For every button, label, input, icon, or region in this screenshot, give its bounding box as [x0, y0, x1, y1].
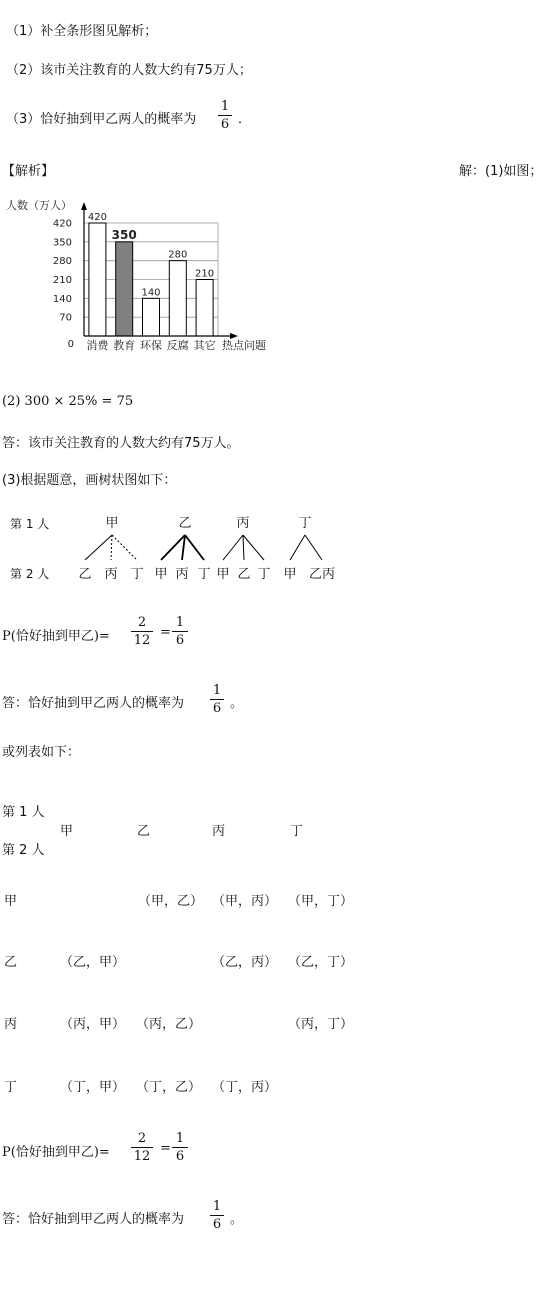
bar-其它 [196, 280, 213, 337]
tree-child-node: 甲 [283, 567, 297, 582]
fraction-denominator: 6 [220, 117, 230, 132]
fraction-bar [172, 631, 188, 632]
table-col-header: 丙 [212, 824, 226, 839]
tree-branch [161, 535, 185, 560]
bar-value-label: 280 [168, 249, 188, 261]
fraction-bar [210, 1215, 224, 1216]
table-row-label: 甲 [4, 894, 18, 909]
tree-branch [223, 535, 243, 560]
origin-label: 0 [67, 339, 74, 350]
y-tick-label: 70 [59, 312, 72, 324]
fraction-bar [131, 1147, 153, 1148]
table-row-label: 丁 [4, 1080, 18, 1095]
ans1-fraction [210, 683, 224, 716]
prob1-prefix: P(恰好抽到甲乙)= [2, 629, 110, 644]
ans1-suffix: 。 [230, 696, 244, 711]
bar-反腐 [169, 261, 186, 336]
table-cell: （乙，甲） [60, 955, 126, 970]
tree-parent-node: 丁 [298, 516, 312, 531]
table-cell: （丁，乙） [136, 1080, 202, 1095]
fraction-bar [218, 115, 232, 116]
answer-3-prefix: （3）恰好抽到甲乙两人的概率为 [6, 112, 197, 127]
tree-child-node: 乙 [237, 567, 251, 582]
fraction-numerator: 2 [137, 615, 147, 630]
fraction-bar [172, 1147, 188, 1148]
table-corner-top: 第 1 人 [2, 805, 45, 820]
fraction-bar [131, 631, 153, 632]
bar-value-label: 350 [111, 227, 137, 242]
ans1-prefix: 答：恰好抽到甲乙两人的概率为 [2, 696, 185, 711]
table-cell: （丙，甲） [60, 1017, 126, 1032]
bar-教育 [116, 242, 133, 336]
tree-child-node: 丁 [130, 567, 144, 582]
bar-消费 [89, 223, 106, 336]
table-col-header: 乙 [137, 824, 151, 839]
table-cell: （甲，丁） [288, 894, 354, 909]
prob2-equals: = [160, 1141, 171, 1156]
table-cell: （丙，乙） [136, 1017, 202, 1032]
bar-chart [0, 192, 290, 357]
tree-child-node: 丁 [257, 567, 271, 582]
table-cell: （丁，甲） [60, 1080, 126, 1095]
tree-branch [85, 535, 112, 560]
tree-child-node: 丁 [197, 567, 211, 582]
table-cell: （乙，丁） [288, 955, 354, 970]
table-corner-bottom: 第 2 人 [2, 843, 45, 858]
x-tick-label: 反腐 [166, 339, 189, 352]
prob1-fraction-2 [172, 615, 188, 648]
table-col-header: 甲 [60, 824, 74, 839]
prob1-equals: = [160, 625, 171, 640]
tree-child-node: 丙 [175, 567, 189, 582]
fraction-numerator: 1 [212, 683, 222, 698]
part2-answer: 答：该市关注教育的人数大约有75万人。 [2, 436, 240, 451]
tree-branch [243, 535, 244, 560]
analysis-heading: 【解析】 [2, 164, 55, 179]
bar-value-label: 210 [195, 268, 215, 280]
y-tick-label: 210 [52, 275, 72, 286]
fraction-denominator: 12 [133, 633, 151, 648]
tree-branch [243, 535, 264, 560]
y-tick-label: 420 [52, 218, 72, 230]
tree-row1-label: 第 1 人 [10, 517, 50, 531]
ans2-fraction [210, 1199, 224, 1232]
tree-parent-node: 甲 [105, 516, 119, 531]
x-tick-label: 教育 [113, 339, 136, 352]
ans2-suffix: 。 [230, 1212, 244, 1227]
table-cell: （丙，丁） [288, 1017, 354, 1032]
tree-branch [290, 535, 305, 560]
tree-child-node: 丙 [104, 567, 118, 582]
tree-parent-node: 乙 [178, 516, 192, 531]
fraction-numerator: 1 [175, 615, 185, 630]
bar-环保 [143, 298, 160, 336]
prob2-prefix: P(恰好抽到甲乙)= [2, 1145, 110, 1160]
fraction-bar [210, 699, 224, 700]
table-row-label: 丙 [4, 1017, 18, 1032]
part3-intro: (3)根据题意，画树状图如下： [2, 473, 177, 488]
tree-branch [185, 535, 204, 560]
prob2-fraction-2 [172, 1131, 188, 1164]
tree-diagram [0, 505, 360, 585]
y-axis-arrow [81, 202, 87, 210]
answer-3-suffix: ． [238, 112, 252, 127]
fraction-numerator: 2 [137, 1131, 147, 1146]
prob1-fraction-1 [131, 615, 153, 648]
tree-child-node: 乙丙 [308, 567, 336, 582]
tree-parent-node: 丙 [236, 516, 250, 531]
bar-value-label: 140 [141, 287, 161, 299]
fraction-denominator: 6 [175, 1149, 185, 1164]
fraction-denominator: 12 [133, 1149, 151, 1164]
y-axis-label: 人数（万人） [6, 199, 72, 212]
fraction-denominator: 6 [212, 1217, 222, 1232]
fraction-denominator: 6 [212, 701, 222, 716]
table-intro: 或列表如下： [2, 745, 81, 760]
answer-3-fraction [218, 99, 232, 132]
solution-intro: 解：(1)如图； [459, 164, 543, 179]
fraction-numerator: 1 [175, 1131, 185, 1146]
tree-branch [111, 535, 112, 560]
table-cell: （乙，丙） [212, 955, 278, 970]
y-tick-label: 280 [52, 256, 72, 268]
part2-calculation: (2) 300 × 25% = 75 [2, 394, 134, 409]
tree-child-node: 乙 [78, 567, 92, 582]
table-row-label: 乙 [4, 955, 18, 970]
prob2-fraction-1 [131, 1131, 153, 1164]
fraction-numerator: 1 [220, 99, 230, 114]
x-tick-label: 环保 [140, 339, 162, 352]
table-cell: （甲，乙） [138, 894, 204, 909]
table-col-header: 丁 [290, 824, 304, 839]
x-tick-label: 消费 [86, 339, 109, 352]
bar-value-label: 420 [87, 212, 107, 223]
table-cell: （丁，丙） [212, 1080, 278, 1095]
tree-child-node: 甲 [216, 567, 230, 582]
fraction-denominator: 6 [175, 633, 185, 648]
y-tick-label: 140 [52, 293, 72, 305]
tree-branch [112, 535, 137, 560]
answer-2: （2）该市关注教育的人数大约有75万人； [6, 63, 252, 78]
x-axis-label: 热点问题 [222, 339, 266, 352]
table-cell: （甲，丙） [212, 894, 278, 909]
tree-branch [305, 535, 322, 560]
answer-1: （1）补全条形图见解析； [6, 24, 158, 39]
x-tick-label: 其它 [193, 339, 216, 352]
tree-child-node: 甲 [154, 567, 168, 582]
y-tick-label: 350 [52, 237, 72, 249]
ans2-prefix: 答：恰好抽到甲乙两人的概率为 [2, 1212, 185, 1227]
fraction-numerator: 1 [212, 1199, 222, 1214]
tree-branches [85, 535, 322, 560]
tree-row2-label: 第 2 人 [10, 567, 50, 581]
chart-labels [6, 198, 266, 352]
